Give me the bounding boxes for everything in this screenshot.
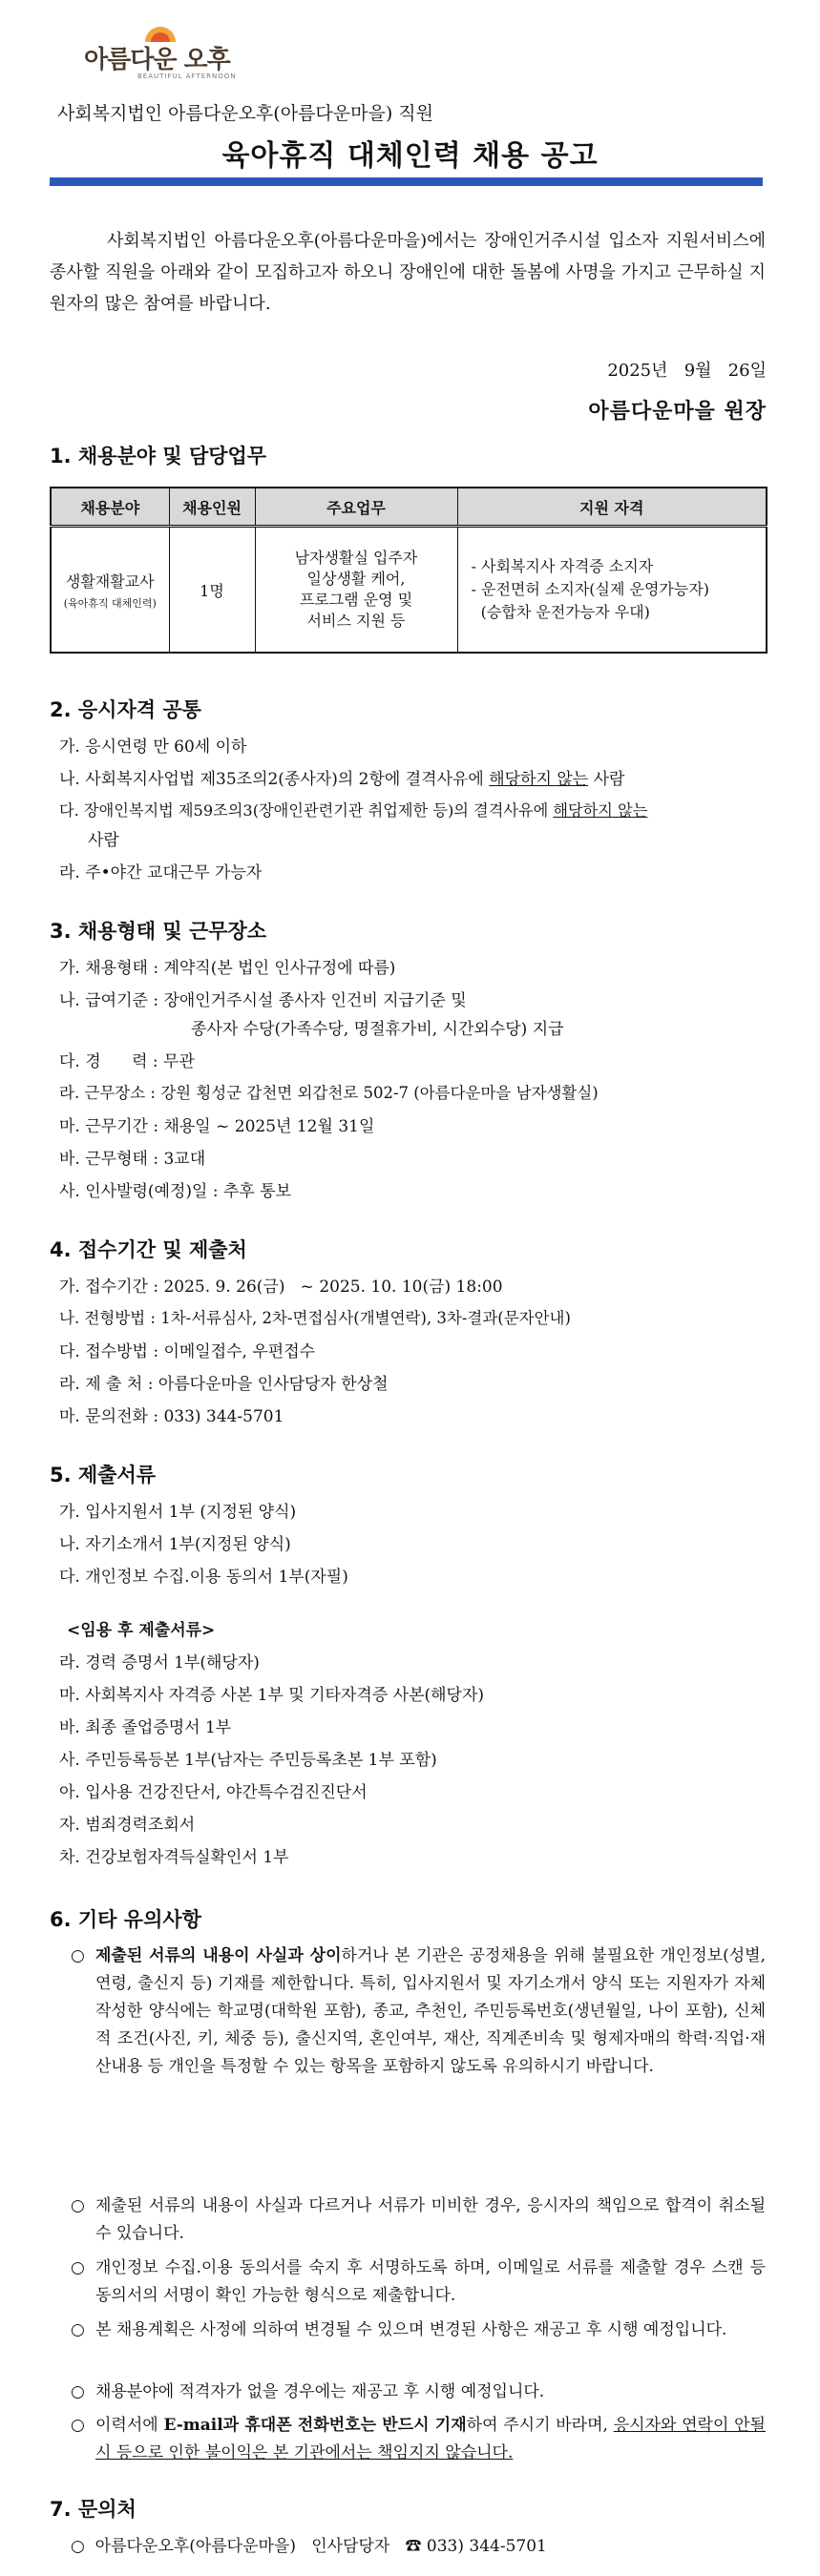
notice-item bbox=[71, 2379, 766, 2406]
section-6-title: 6. 기타 유의사항 bbox=[50, 1908, 201, 1931]
circle-bullet-icon: ○ bbox=[71, 2320, 85, 2339]
signer: 아름다운마을 원장 bbox=[588, 399, 767, 424]
circle-bullet-icon: ○ bbox=[71, 2416, 85, 2435]
list-item: 마. 문의전화 : 033) 344-5701 bbox=[59, 1407, 284, 1426]
section-5-title: 5. 제출서류 bbox=[50, 1464, 157, 1486]
table-header-row bbox=[51, 488, 767, 527]
underlined-text: 응시자와 연락이 안될시 등으로 인한 불이익은 본 기관에서는 책임지지 않습니다. bbox=[95, 2416, 766, 2462]
qualification-cell bbox=[457, 527, 767, 654]
contact-line bbox=[71, 2532, 547, 2556]
list-item: 다. 장애인복지법 제59조의3(장애인관련기관 취업제한 등)의 결격사유에 해당하지 않는 bbox=[59, 801, 648, 820]
section-2-title: 2. 응시자격 공통 bbox=[50, 698, 201, 721]
org-logo bbox=[84, 19, 237, 84]
list-item: 나. 전형방법 : 1차-서류심사, 2차-면접심사(개별연락), 3차-결과(문자안내) bbox=[59, 1309, 571, 1327]
list-item: 라. 경력 증명서 1부(해당자) bbox=[59, 1653, 260, 1672]
list-item: 다. 접수방법 : 이메일접수, 우편접수 bbox=[59, 1342, 316, 1361]
circle-bullet-icon: ○ bbox=[71, 2382, 85, 2401]
list-item: 사. 인사발령(예정)일 : 추후 통보 bbox=[59, 1182, 292, 1201]
list-item: 사. 주민등록등본 1부(남자는 주민등록초본 1부 포함) bbox=[59, 1751, 437, 1770]
notice-text: 채용분야에 적격자가 없을 경우에는 재공고 후 시행 예정입니다. bbox=[95, 2382, 545, 2401]
notice-text: 제출된 서류의 내용이 사실과 다르거나 서류가 미비한 경우, 응시자의 책임으로 합격이 취소될 수 있습니다. bbox=[95, 2196, 766, 2243]
circle-bullet-icon: ○ bbox=[71, 2258, 85, 2277]
duty-line: 서비스 지원 등 bbox=[306, 612, 406, 630]
notice-item bbox=[71, 2254, 766, 2310]
qualification-line: - 사회복지사 자격증 소지자 bbox=[471, 557, 654, 575]
notice-text: 개인정보 수집.이용 동의서를 숙지 후 서명하도록 하며, 이메일로 서류를 제출할 경우 스캔 등 동의서의 서명이 확인 가능한 형식으로 제출합니다. bbox=[95, 2258, 766, 2305]
org-line: 사회복지법인 아름다운오후(아름다운마을) 직원 bbox=[57, 103, 433, 124]
section-4-title: 4. 접수기간 및 제출처 bbox=[50, 1238, 247, 1261]
notice-text: 제출된 서류의 내용이 사실과 상이하거나 본 기관은 공정채용을 위해 불필요한 개인정보(성별, 연령, 출신지 등) 기재를 제한합니다. 특히, 입사지원서 및 자기소개서 양식 또는 지원자가 자체 작성한 양식에는 학교명(대학원 포함), 종교, 추천인, 주민등록번호(생년월일, 나이 포함), 신체적 조건(사진, 키, 체중 등), 출신지역, 혼인여부, 재산, 직계존비속 및 형제자매의 학력·직업·재산내용 등 개인을 특정할 수 있는 항목을 포함하지 않도록 유의하시기 바랍니다. bbox=[95, 1946, 766, 2076]
table-header-cell: 주요업무 bbox=[255, 488, 457, 527]
page-title: 육아휴직 대체인력 채용 공고 bbox=[221, 139, 599, 173]
notice-date: 2025년 9월 26일 bbox=[607, 361, 767, 381]
list-item: 가. 채용형태 : 계약직(본 법인 인사규정에 따름) bbox=[59, 959, 396, 978]
circle-bullet-icon: ○ bbox=[71, 2196, 85, 2215]
list-item: 가. 응시연령 만 60세 이하 bbox=[59, 737, 247, 757]
list-item: 마. 근무기간 : 채용일 ~ 2025년 12월 31일 bbox=[59, 1117, 375, 1136]
duty-line: 남자생활실 입주자 bbox=[294, 549, 418, 567]
list-item: 다. 개인정보 수집.이용 동의서 1부(자필) bbox=[59, 1568, 348, 1587]
qualification-line: (승합차 운전가능자 우대) bbox=[471, 603, 650, 621]
circle-bullet-icon: ○ bbox=[71, 1946, 85, 1965]
logo-subtext: BEAUTIFUL AFTERNOON bbox=[137, 73, 237, 80]
duty-line: 일상생활 케어, bbox=[306, 570, 406, 588]
notice-text: 본 채용계획은 사정에 의하여 변경될 수 있으며 변경된 사항은 재공고 후 시행 예정입니다. bbox=[95, 2320, 727, 2339]
duty-line: 프로그램 운영 및 bbox=[299, 591, 413, 609]
list-item-continuation: 사람 bbox=[88, 831, 119, 850]
list-item: 차. 건강보험자격득실확인서 1부 bbox=[59, 1848, 289, 1867]
list-item: 바. 최종 졸업증명서 1부 bbox=[59, 1718, 232, 1737]
table-header-cell: 채용인원 bbox=[169, 488, 255, 527]
list-item: 나. 급여기준 : 장애인거주시설 종사자 인건비 지급기준 및 bbox=[59, 991, 467, 1010]
section-1-title: 1. 채용분야 및 담당업무 bbox=[50, 445, 267, 467]
list-item: 아. 입사용 건강진단서, 야간특수검진진단서 bbox=[59, 1783, 368, 1802]
table-header-cell: 지원 자격 bbox=[457, 488, 767, 527]
list-item: 자. 범죄경력조회서 bbox=[59, 1816, 196, 1835]
subsection-heading: <임용 후 제출서류> bbox=[67, 1621, 216, 1640]
list-item-continuation: 종사자 수당(가족수당, 명절휴가비, 시간외수당) 지급 bbox=[191, 1020, 564, 1039]
table-header-cell: 채용분야 bbox=[51, 488, 169, 527]
table-row bbox=[51, 527, 767, 654]
list-item: 바. 근무형태 : 3교대 bbox=[59, 1150, 206, 1169]
list-item: 가. 입사지원서 1부 (지정된 양식) bbox=[59, 1503, 297, 1522]
section-3-title: 3. 채용형태 및 근무장소 bbox=[50, 920, 267, 943]
list-item: 라. 주•야간 교대근무 가능자 bbox=[59, 863, 263, 883]
list-item: 라. 제 출 처 : 아름다운마을 인사담당자 한상철 bbox=[59, 1375, 389, 1394]
circle-bullet-icon: ○ bbox=[71, 2537, 85, 2556]
qualification-line: - 운전면허 소지자(실제 운영가능자) bbox=[471, 580, 710, 598]
logo-text: 아름다운 오후 bbox=[84, 46, 230, 74]
list-item: 마. 사회복지사 자격증 사본 1부 및 기타자격증 사본(해당자) bbox=[59, 1686, 485, 1705]
field-name: 생활재활교사 bbox=[65, 571, 155, 591]
notice-text: 이력서에 E-mail과 휴대폰 전화번호는 반드시 기재하여 주시기 바라며, 응시자와 연락이 안될시 등으로 인한 불이익은 본 기관에서는 책임지지 않습니다. bbox=[95, 2416, 766, 2462]
list-item: 다. 경 력 : 무관 bbox=[59, 1052, 195, 1071]
underlined-text: 해당하지 않는 bbox=[553, 801, 648, 820]
contact-text: 아름다운오후(아름다운마을) 인사담당자 ☎ 033) 344-5701 bbox=[95, 2537, 547, 2556]
notice-item bbox=[71, 2316, 766, 2344]
title-underline-bar bbox=[50, 177, 763, 186]
list-item: 가. 접수기간 : 2025. 9. 26(금) ~ 2025. 10. 10(금) 18:00 bbox=[59, 1278, 503, 1297]
notice-item bbox=[71, 1942, 766, 2081]
list-item: 나. 사회복지사업법 제35조의2(종사자)의 2항에 결격사유에 해당하지 않는 사람 bbox=[59, 770, 625, 789]
intro-paragraph: 사회복지법인 아름다운오후(아름다운마을)에서는 장애인거주시설 입소자 지원서비스에 종사할 직원을 아래와 같이 모집하고자 하오니 장애인에 대한 돌봄에 사명을 가지고 근무하실 지원자의 많은 참여를 바랍니다. bbox=[50, 231, 766, 314]
list-item: 나. 자기소개서 1부(지정된 양식) bbox=[59, 1535, 291, 1554]
notice-item bbox=[71, 2192, 766, 2248]
section-7-title: 7. 문의처 bbox=[50, 2498, 137, 2521]
duty-cell bbox=[255, 527, 457, 654]
list-item: 라. 근무장소 : 강원 횡성군 갑천면 외갑천로 502-7 (아름다운마을 남자생활실) bbox=[59, 1084, 599, 1102]
notice-item bbox=[71, 2412, 766, 2467]
field-cell bbox=[51, 527, 169, 654]
field-subnote: (육아휴직 대체인력) bbox=[63, 596, 157, 610]
recruit-table bbox=[50, 487, 767, 654]
underlined-text: 해당하지 않는 bbox=[489, 770, 589, 789]
count-cell: 1명 bbox=[169, 527, 255, 654]
